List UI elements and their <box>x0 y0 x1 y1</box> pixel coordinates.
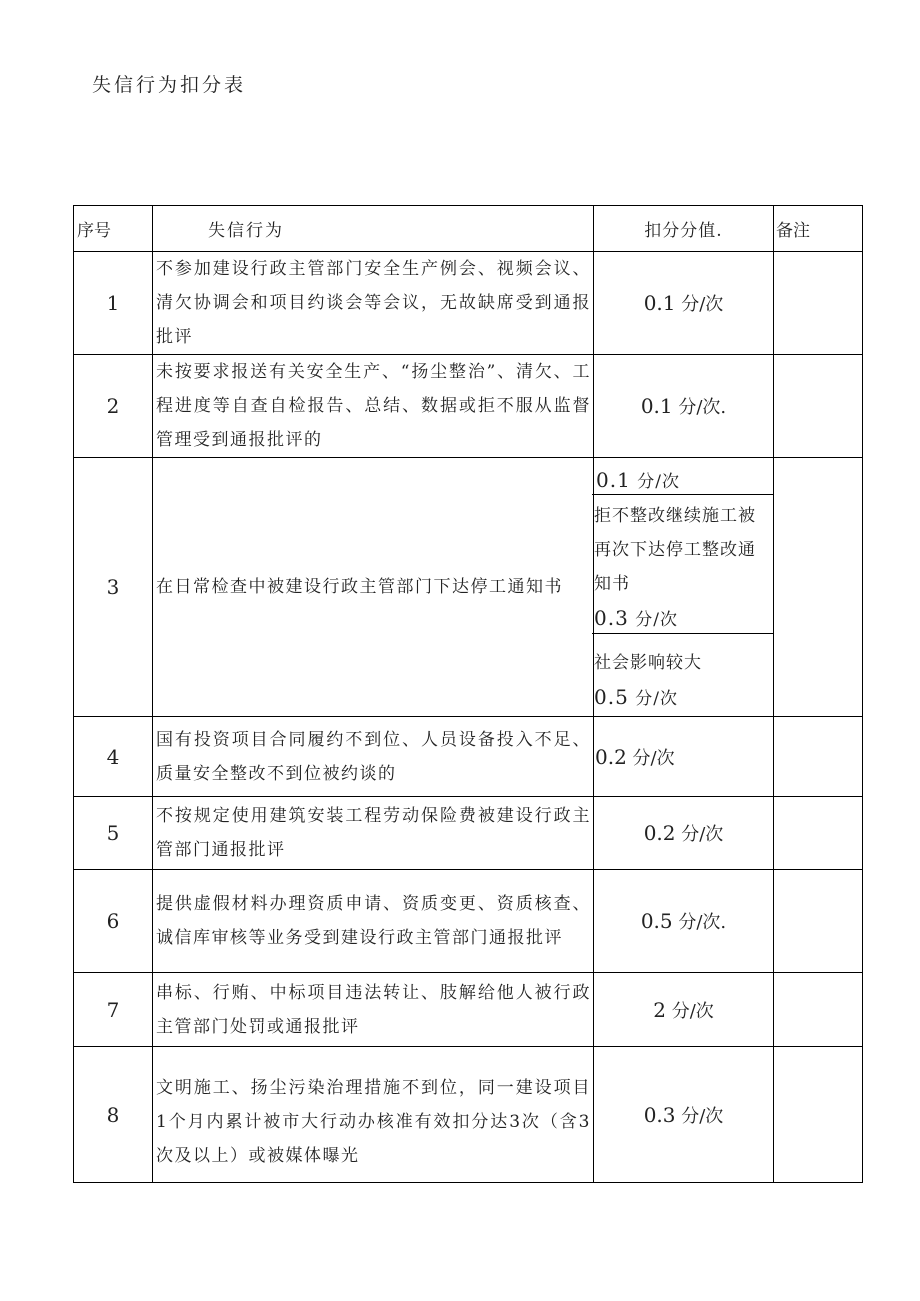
value-unit: 分/次. <box>672 397 727 418</box>
value-unit: 分/次 <box>628 610 678 630</box>
header-value: 扣分分值. <box>594 206 774 252</box>
value-number: 0.3 <box>643 1102 676 1127</box>
sub-value-c <box>592 633 774 716</box>
table-row <box>74 252 863 355</box>
row-behavior: 不参加建设行政主管部门安全生产例会、视频会议、清欠协调会和项目约谈会等会议，无故缺席受到通报批评 <box>153 252 594 355</box>
row-no: 7 <box>74 973 153 1047</box>
value-unit: 分/次 <box>675 1105 724 1127</box>
row-value <box>594 717 774 797</box>
row-behavior: 在日常检查中被建设行政主管部门下达停工通知书 <box>153 458 594 717</box>
row-no: 6 <box>74 870 153 973</box>
document-title: 失信行为扣分表 <box>92 74 247 96</box>
sub-value-a <box>594 458 773 494</box>
table-row <box>74 797 863 870</box>
sub-b-value <box>594 601 772 637</box>
row-no: 1 <box>74 252 153 355</box>
value-unit: 分/次. <box>672 912 727 933</box>
table-row <box>74 458 863 717</box>
table-row <box>74 870 863 973</box>
row-behavior: 不按规定使用建筑安装工程劳动保险费被建设行政主管部门通报批评 <box>153 797 594 870</box>
value-number: 0.1 <box>640 394 673 418</box>
row-value <box>594 797 774 870</box>
value-unit: 分/次 <box>665 1000 714 1022</box>
sub-condition-c: 社会影响较大 <box>594 653 702 673</box>
value-unit: 分/次 <box>630 472 680 492</box>
table-row <box>74 355 863 458</box>
row-value <box>594 973 774 1047</box>
row-value <box>594 870 774 973</box>
row-value-sub <box>594 458 774 717</box>
header-behavior: 失信行为 <box>153 206 594 252</box>
header-note: 备注 <box>774 206 863 252</box>
value-number: 0.2 <box>595 744 627 769</box>
penalty-table <box>73 205 863 1183</box>
row-no: 2 <box>74 355 153 458</box>
row-note <box>774 717 863 797</box>
value-unit: 分/次 <box>626 747 675 769</box>
row-no: 8 <box>74 1047 153 1183</box>
row-note <box>774 797 863 870</box>
sub-condition-b: 拒不整改继续施工被再次下达停工整改通知书 <box>594 506 756 594</box>
header-no: 序号 <box>74 206 153 252</box>
value-number: 0.2 <box>643 821 676 845</box>
value-unit: 分/次 <box>675 824 724 845</box>
row-value <box>594 355 774 458</box>
table-header-row <box>74 206 863 252</box>
value-number: 2 <box>653 997 666 1022</box>
row-behavior: 提供虚假材料办理资质申请、资质变更、资质核查、诚信库审核等业务受到建设行政主管部门通报批评 <box>153 870 594 973</box>
value-number: 0.1 <box>643 291 676 315</box>
row-note <box>774 973 863 1047</box>
table-row <box>74 717 863 797</box>
row-no: 4 <box>74 717 153 797</box>
row-note <box>774 355 863 458</box>
value-number: 0.3 <box>594 606 629 630</box>
sub-c-value <box>594 680 772 716</box>
row-note <box>774 870 863 973</box>
row-value <box>594 1047 774 1183</box>
value-unit: 分/次 <box>675 294 724 315</box>
row-value <box>594 252 774 355</box>
row-note <box>774 252 863 355</box>
row-note <box>774 1047 863 1183</box>
row-no: 3 <box>74 458 153 717</box>
row-behavior: 未按要求报送有关安全生产、“扬尘整治”、清欠、工程进度等自查自检报告、总结、数据或拒不服从监督管理受到通报批评的 <box>153 355 594 458</box>
value-number: 0.5 <box>594 685 629 709</box>
row-behavior: 国有投资项目合同履约不到位、人员设备投入不足、质量安全整改不到位被约谈的 <box>153 717 594 797</box>
table-row <box>74 1047 863 1183</box>
table-row <box>74 973 863 1047</box>
row-behavior: 串标、行贿、中标项目违法转让、肢解给他人被行政主管部门处罚或通报批评 <box>153 973 594 1047</box>
sub-value-b <box>592 494 774 633</box>
row-behavior: 文明施工、扬尘污染治理措施不到位，同一建设项目1个月内累计被市大行动办核准有效扣分达3次（含3次及以上）或被媒体曝光 <box>153 1047 594 1183</box>
value-number: 0.1 <box>596 468 631 492</box>
value-number: 0.5 <box>640 909 673 933</box>
row-note <box>774 458 863 717</box>
value-unit: 分/次 <box>628 689 678 709</box>
row-no: 5 <box>74 797 153 870</box>
